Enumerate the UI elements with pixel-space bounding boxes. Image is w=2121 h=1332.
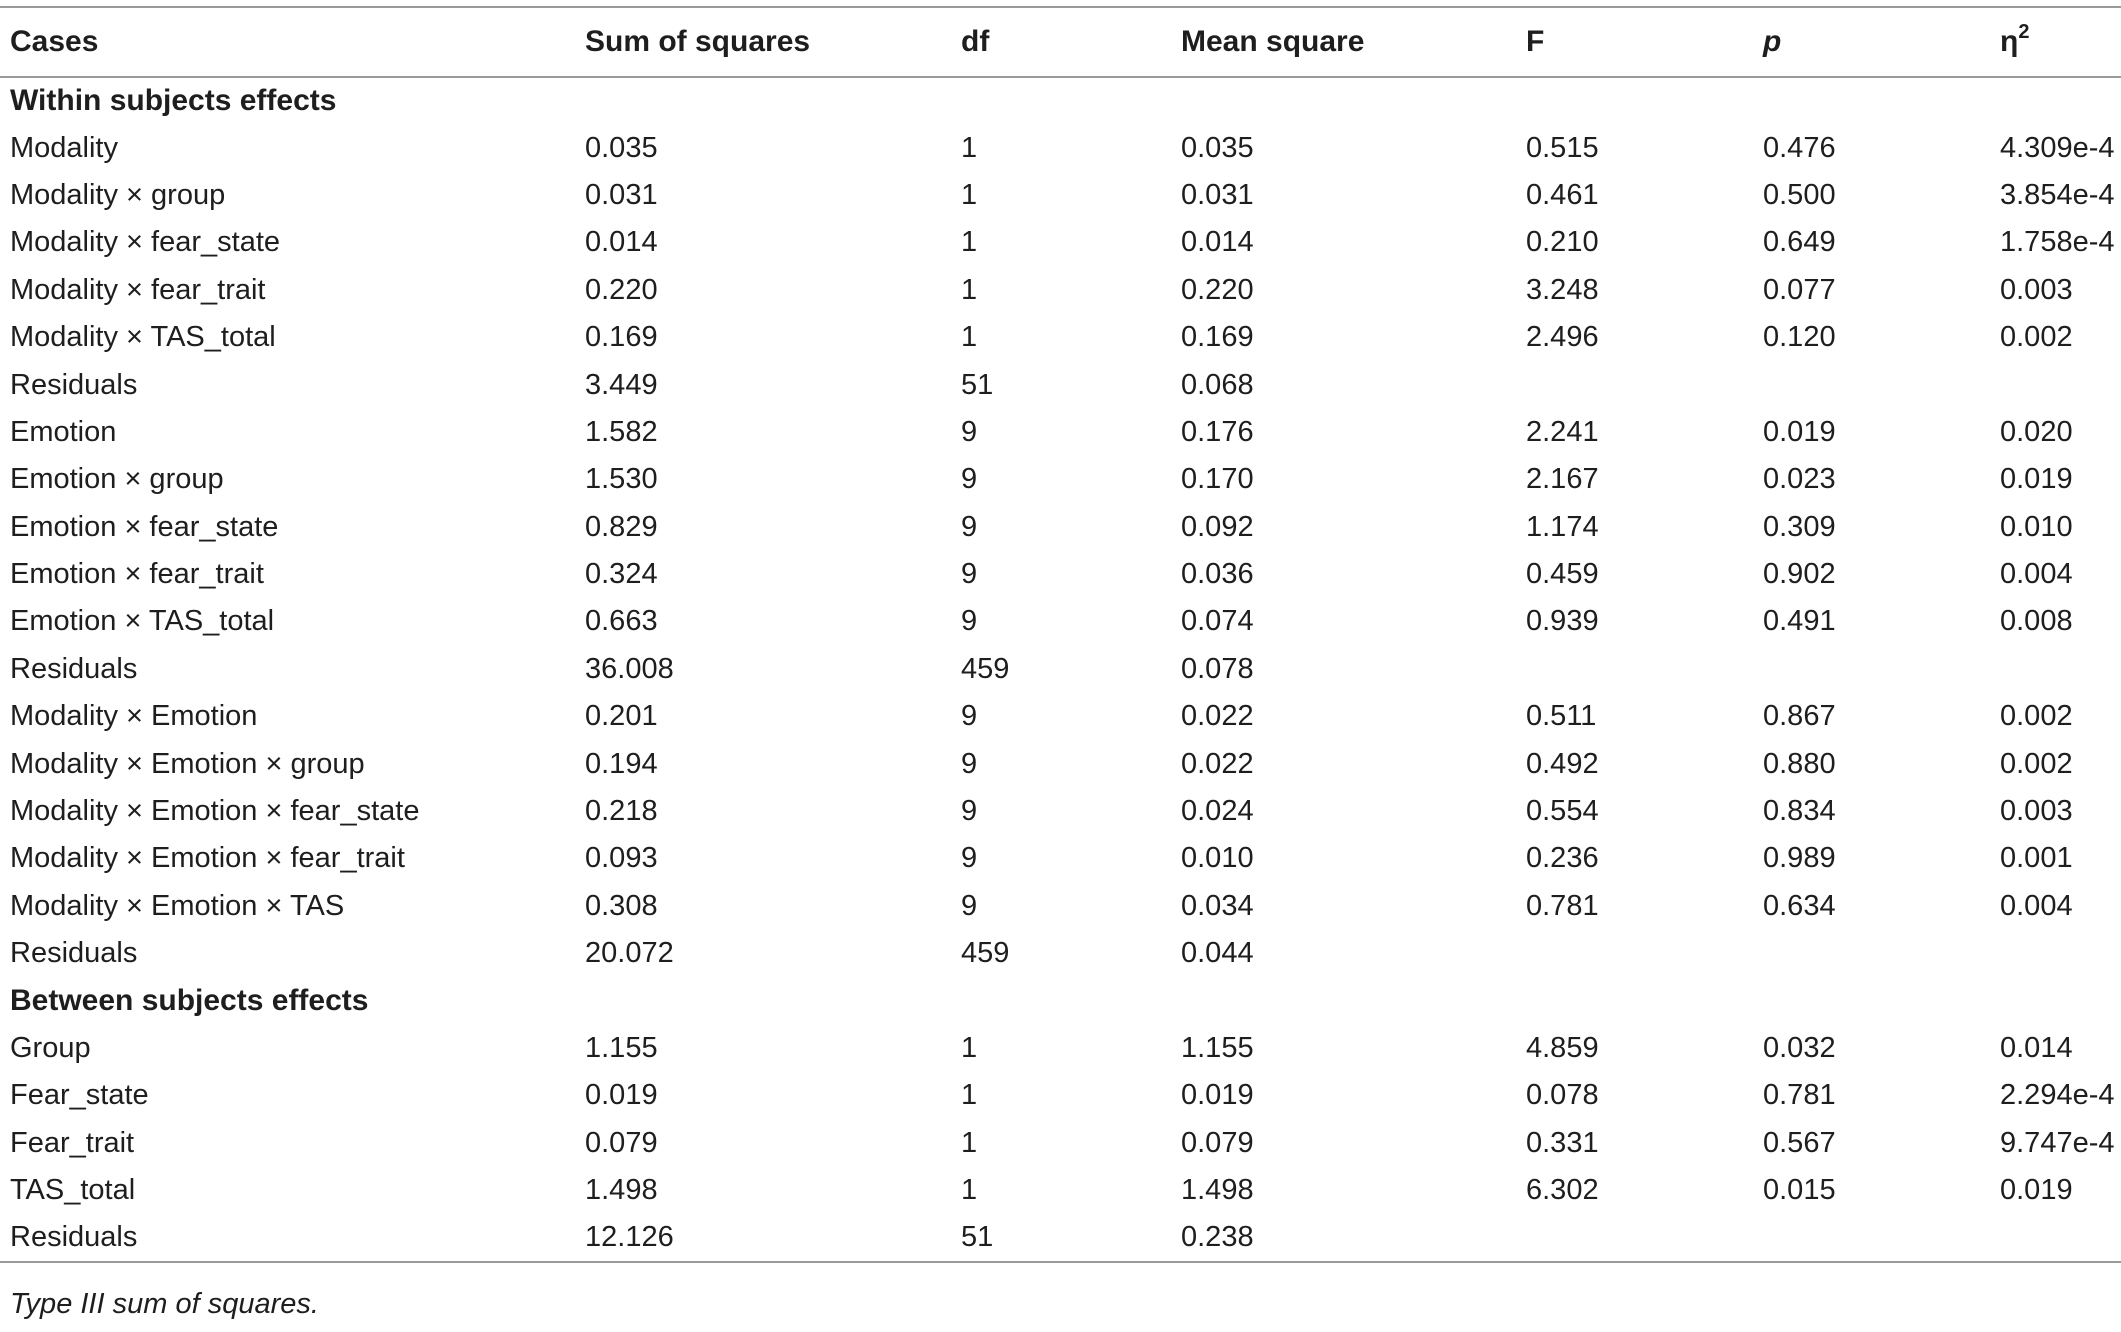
eta-superscript: 2 [2018,21,2030,43]
cell-p: 0.880 [1763,747,1836,780]
table-row [0,1072,2121,1119]
cell-eta-squared: 0.004 [2000,558,2073,591]
cell-f: 0.461 [1526,178,1599,211]
cell-p: 0.309 [1763,510,1836,543]
cell-p [1753,361,1990,408]
cell-eta-squared: 0.004 [2000,889,2073,922]
cell-mean-square: 0.036 [1181,558,1254,591]
cell-sum-of-squares: 0.169 [585,321,658,354]
cell-sum-of-squares: 0.308 [585,889,658,922]
cell-df: 1 [961,226,978,259]
cell-f [1516,1214,1753,1261]
cell-df: 1 [961,1174,978,1207]
table-row [0,930,2121,977]
cell-df: 1 [961,273,978,306]
header-sum-of-squares: Sum of squares [575,7,951,77]
cell-p: 0.015 [1763,1174,1836,1207]
cell-mean-square: 0.176 [1181,415,1254,448]
cell-p: 0.120 [1763,321,1836,354]
table-row [0,124,2121,171]
cell-p [1753,930,1990,977]
cell-mean-square: 1.498 [1181,1174,1254,1207]
table-row [0,219,2121,266]
header-f: F [1516,7,1753,77]
cell-eta-squared: 0.008 [2000,605,2073,638]
table-row [0,267,2121,314]
cell-sum-of-squares: 12.126 [575,1214,951,1261]
section-row-within [0,77,2121,124]
table-row [0,172,2121,219]
cell-f: 0.210 [1526,226,1599,259]
cell-p: 0.867 [1763,700,1836,733]
cell-p [1753,646,1990,693]
cell-mean-square: 0.044 [1181,937,1254,970]
table-row [0,788,2121,835]
cell-p: 0.491 [1763,605,1836,638]
cell-eta-squared: 0.003 [2000,273,2073,306]
cell-eta-squared: 4.309e-4 [2000,131,2115,164]
section-title-within: Within subjects effects [10,84,337,118]
cell-p [1753,1214,1990,1261]
cell-df: 9 [961,889,978,922]
cell-f: 0.515 [1526,131,1599,164]
cell-mean-square: 0.078 [1181,652,1254,685]
cell-eta-squared: 0.014 [2000,1032,2073,1064]
table-row [0,1025,2121,1072]
cell-case: Modality × Emotion × fear_state [10,795,420,828]
header-mean-square: Mean square [1171,7,1516,77]
cell-sum-of-squares: 1.530 [585,463,658,496]
cell-case: Residuals [10,652,138,685]
cell-df: 51 [951,1214,1171,1261]
cell-sum-of-squares: 0.019 [585,1079,658,1112]
cell-case: Emotion × fear_trait [10,558,264,591]
cell-df: 1 [961,1126,978,1159]
cell-eta-squared: 0.019 [2000,1174,2073,1207]
cell-mean-square: 0.010 [1181,842,1254,875]
anova-table-container [0,6,2121,1263]
cell-mean-square: 0.068 [1181,368,1254,401]
cell-sum-of-squares: 0.324 [585,558,658,591]
cell-sum-of-squares: 0.031 [585,178,658,211]
cell-f: 3.248 [1526,273,1599,306]
cell-mean-square: 0.035 [1181,131,1254,164]
cell-eta-squared: 0.001 [2000,842,2073,875]
cell-df: 1 [961,1032,978,1064]
cell-case: Fear_state [10,1079,149,1112]
table-row [0,504,2121,551]
table-row [0,740,2121,787]
cell-p: 0.077 [1763,273,1836,306]
table-body [0,77,2121,1262]
cell-f: 4.859 [1526,1032,1599,1064]
cell-eta-squared: 0.019 [2000,463,2073,496]
cell-f: 0.236 [1526,842,1599,875]
cell-p: 0.902 [1763,558,1836,591]
cell-eta-squared [1990,930,2121,977]
cell-mean-square: 0.220 [1181,273,1254,306]
section-title-between: Between subjects effects [10,984,369,1018]
cell-mean-square: 0.238 [1171,1214,1516,1261]
cell-sum-of-squares: 0.218 [585,795,658,828]
cell-eta-squared: 0.002 [2000,700,2073,733]
cell-sum-of-squares: 36.008 [585,652,674,685]
cell-mean-square: 0.092 [1181,510,1254,543]
cell-case: Emotion × group [10,463,224,496]
cell-f [1516,361,1753,408]
cell-p: 0.032 [1763,1032,1836,1064]
cell-mean-square: 0.024 [1181,795,1254,828]
cell-mean-square: 0.022 [1181,700,1254,733]
cell-mean-square: 0.034 [1181,889,1254,922]
table-row [0,646,2121,693]
cell-df: 9 [961,510,978,543]
cell-f: 0.511 [1526,700,1597,733]
cell-case: Residuals [0,1214,575,1261]
cell-p: 0.500 [1763,178,1836,211]
cell-mean-square: 1.155 [1181,1032,1254,1064]
cell-case: Modality × fear_trait [10,273,266,306]
cell-p: 0.989 [1763,842,1836,875]
cell-f: 0.939 [1526,605,1599,638]
cell-df: 459 [961,652,1010,685]
cell-case: Residuals [10,937,138,970]
table-row [0,1120,2121,1167]
section-row-between [0,977,2121,1024]
cell-df: 9 [961,747,978,780]
cell-p: 0.023 [1763,463,1836,496]
table-row [0,409,2121,456]
cell-case: Modality × TAS_total [10,321,276,354]
cell-sum-of-squares: 0.035 [585,131,658,164]
cell-mean-square: 0.019 [1181,1079,1254,1112]
cell-f: 6.302 [1526,1174,1599,1207]
cell-sum-of-squares: 0.079 [585,1126,658,1159]
cell-p: 0.634 [1763,889,1836,922]
table-row [0,598,2121,645]
cell-mean-square: 0.014 [1181,226,1254,259]
cell-sum-of-squares: 1.582 [585,415,658,448]
cell-df: 9 [961,415,978,448]
cell-case: Emotion × TAS_total [10,605,275,638]
cell-p: 0.019 [1763,415,1836,448]
cell-sum-of-squares: 1.498 [585,1174,658,1207]
cell-mean-square: 0.170 [1181,463,1254,496]
cell-f: 0.331 [1526,1126,1599,1159]
cell-sum-of-squares: 0.194 [585,747,658,780]
cell-case: Modality × group [10,178,226,211]
cell-eta-squared [1990,361,2121,408]
cell-f: 2.241 [1526,415,1599,448]
cell-df: 51 [961,368,994,401]
cell-case: Modality × Emotion [10,700,258,733]
cell-eta-squared: 1.758e-4 [2000,226,2115,259]
cell-df: 1 [961,321,978,354]
cell-f: 0.781 [1526,889,1599,922]
cell-df: 9 [961,700,978,733]
header-cases: Cases [0,7,575,77]
cell-mean-square: 0.079 [1181,1126,1254,1159]
cell-df: 9 [961,795,978,828]
table-row [0,314,2121,361]
cell-case: Group [10,1032,91,1064]
cell-df: 9 [961,558,978,591]
cell-sum-of-squares: 0.829 [585,510,658,543]
cell-p: 0.781 [1763,1079,1836,1112]
cell-mean-square: 0.074 [1181,605,1254,638]
cell-f: 0.078 [1526,1079,1599,1112]
cell-eta-squared: 3.854e-4 [2000,178,2115,211]
anova-table [0,6,2121,1263]
cell-case: Modality × Emotion × TAS [10,889,345,922]
cell-f: 0.492 [1526,747,1599,780]
cell-sum-of-squares: 0.220 [585,273,658,306]
table-header [0,7,2121,77]
cell-eta-squared: 0.003 [2000,795,2073,828]
cell-eta-squared: 0.010 [2000,510,2073,543]
cell-df: 1 [961,178,978,211]
cell-mean-square: 0.031 [1181,178,1254,211]
table-footnote: Type III sum of squares. [10,1288,319,1320]
cell-eta-squared [1990,1214,2121,1261]
cell-case: Emotion × fear_state [10,510,279,543]
cell-df: 9 [961,605,978,638]
cell-df: 1 [961,1079,978,1112]
cell-case: Emotion [10,415,117,448]
cell-eta-squared: 0.020 [2000,415,2073,448]
table-row [0,883,2121,930]
cell-df: 1 [961,131,978,164]
cell-p: 0.476 [1763,131,1836,164]
cell-f [1516,930,1753,977]
table-row [0,1167,2121,1214]
cell-eta-squared: 0.002 [2000,747,2073,780]
header-p: p [1753,7,1990,77]
eta-symbol: η [2000,25,2019,58]
cell-case: Modality × Emotion × group [10,747,365,780]
table-row [0,456,2121,503]
cell-case: Modality × Emotion × fear_trait [10,842,405,875]
table-row [0,361,2121,408]
cell-sum-of-squares: 0.093 [585,842,658,875]
cell-eta-squared [1990,646,2121,693]
cell-f: 2.167 [1526,463,1599,496]
cell-case: Fear_trait [10,1126,135,1159]
header-eta-squared [1990,7,2121,77]
cell-df: 9 [961,463,978,496]
cell-eta-squared: 9.747e-4 [2000,1126,2115,1159]
header-row [0,7,2121,77]
table-row [0,551,2121,598]
table-row [0,1214,2121,1261]
cell-mean-square: 0.169 [1181,321,1254,354]
cell-case: Residuals [10,368,138,401]
cell-df: 459 [961,937,1010,970]
cell-case: Modality × fear_state [10,226,281,259]
cell-case: TAS_total [10,1174,136,1207]
cell-f [1516,646,1753,693]
header-df: df [951,7,1171,77]
table-row [0,835,2121,882]
cell-sum-of-squares: 20.072 [585,937,674,970]
cell-f: 2.496 [1526,321,1599,354]
cell-eta-squared: 0.002 [2000,321,2073,354]
cell-sum-of-squares: 1.155 [585,1032,658,1064]
table-row [0,693,2121,740]
cell-sum-of-squares: 3.449 [585,368,658,401]
cell-p: 0.649 [1763,226,1836,259]
cell-mean-square: 0.022 [1181,747,1254,780]
cell-p: 0.567 [1763,1126,1836,1159]
cell-case: Modality [10,131,118,164]
cell-f: 0.554 [1526,795,1599,828]
cell-sum-of-squares: 0.014 [585,226,658,259]
cell-sum-of-squares: 0.663 [585,605,658,638]
cell-eta-squared: 2.294e-4 [2000,1079,2115,1112]
cell-sum-of-squares: 0.201 [585,700,658,733]
cell-f: 0.459 [1526,558,1599,591]
cell-f: 1.174 [1526,510,1599,543]
cell-p: 0.834 [1763,795,1836,828]
cell-df: 9 [961,842,978,875]
